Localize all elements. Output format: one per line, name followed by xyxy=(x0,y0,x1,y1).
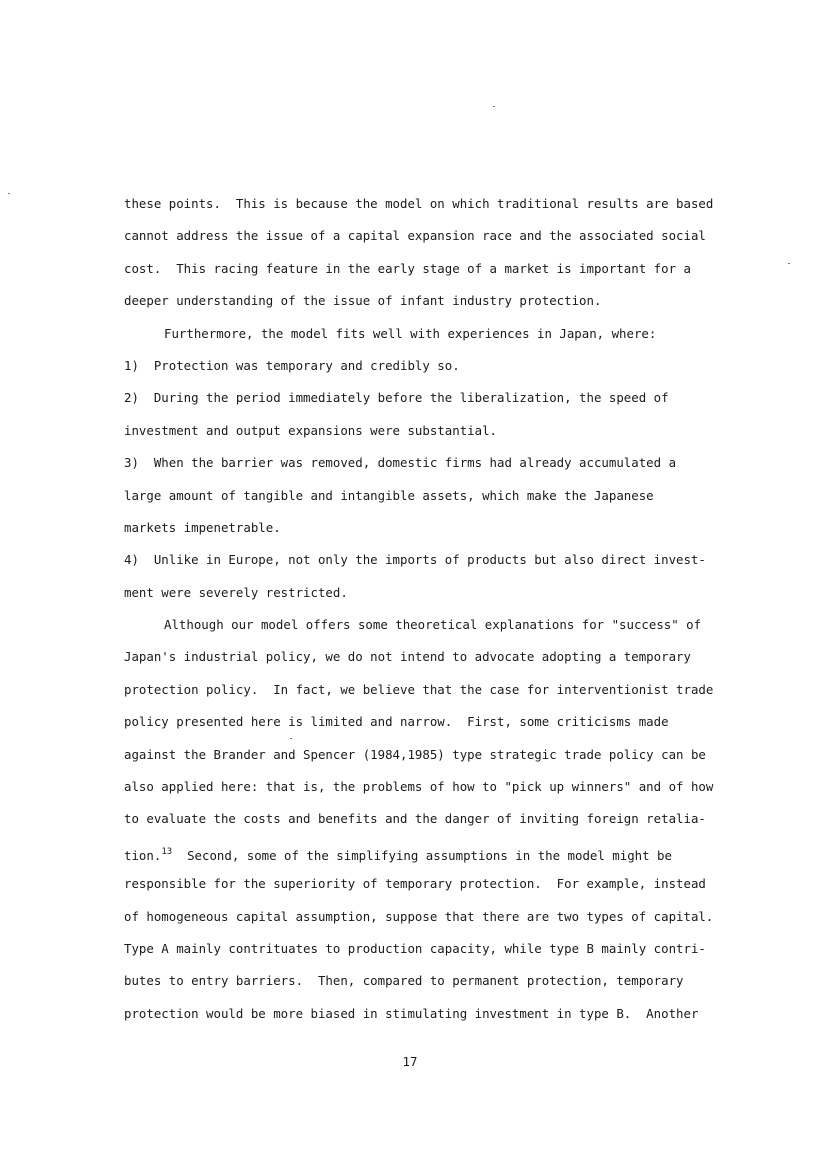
scan-speck xyxy=(8,193,10,194)
text-line: investment and output expansions were substantial. xyxy=(124,422,497,438)
text-line: also applied here: that is, the problems of how to "pick up winners" and of how xyxy=(124,779,714,795)
text-line: Type A mainly contrituates to production capacity, while type B mainly contri- xyxy=(124,940,706,956)
text-line: Japan's industrial policy, we do not intend to advocate adopting a temporary xyxy=(124,649,691,665)
text-line: policy presented here is limited and narrow. First, some criticisms made xyxy=(124,714,669,730)
text-line: markets impenetrable. xyxy=(124,519,281,535)
text-line: protection policy. In fact, we believe that the case for interventionist trade xyxy=(124,681,714,697)
body-text xyxy=(124,190,774,1032)
text-segment: Second, some of the simplifying assumptions in the model might be xyxy=(187,847,672,863)
text-line: cost. This racing feature in the early stage of a market is important for a xyxy=(124,260,691,276)
text-line: of homogeneous capital assumption, suppose that there are two types of capital. xyxy=(124,908,714,924)
paragraph-start-line: Although our model offers some theoretical explanations for "success" of xyxy=(164,617,702,633)
text-line: cannot address the issue of a capital expansion race and the associated social xyxy=(124,228,706,244)
text-line: butes to entry barriers. Then, compared to permanent protection, temporary xyxy=(124,973,684,989)
list-item-4: 4) Unlike in Europe, not only the imports of products but also direct invest- xyxy=(124,552,706,568)
text-line: to evaluate the costs and benefits and the danger of inviting foreign retalia- xyxy=(124,811,706,827)
footnote-reference: 13 xyxy=(161,846,173,857)
text-line: protection would be more biased in stimulating investment in type B. Another xyxy=(124,1005,699,1021)
list-item-1: 1) Protection was temporary and credibly so. xyxy=(124,357,460,373)
text-line-with-footnote xyxy=(124,838,774,870)
page-number: 17 xyxy=(402,1054,418,1069)
text-line: responsible for the superiority of temporary protection. For example, instead xyxy=(124,876,706,892)
scan-speck xyxy=(493,106,495,107)
list-item-3: 3) When the barrier was removed, domestic firms had already accumulated a xyxy=(124,455,677,471)
text-line: ment were severely restricted. xyxy=(124,584,348,600)
scan-speck xyxy=(788,263,790,264)
list-item-2: 2) During the period immediately before the liberalization, the speed of xyxy=(124,390,669,406)
text-line: large amount of tangible and intangible assets, which make the Japanese xyxy=(124,487,654,503)
text-line: against the Brander and Spencer (1984,1985) type strategic trade policy can be xyxy=(124,746,706,762)
paragraph-start-line: Furthermore, the model fits well with experiences in Japan, where: xyxy=(164,325,657,341)
text-line: these points. This is because the model on which traditional results are based xyxy=(124,196,714,211)
text-segment: tion. xyxy=(124,847,162,863)
text-line: deeper understanding of the issue of infant industry protection. xyxy=(124,293,602,309)
